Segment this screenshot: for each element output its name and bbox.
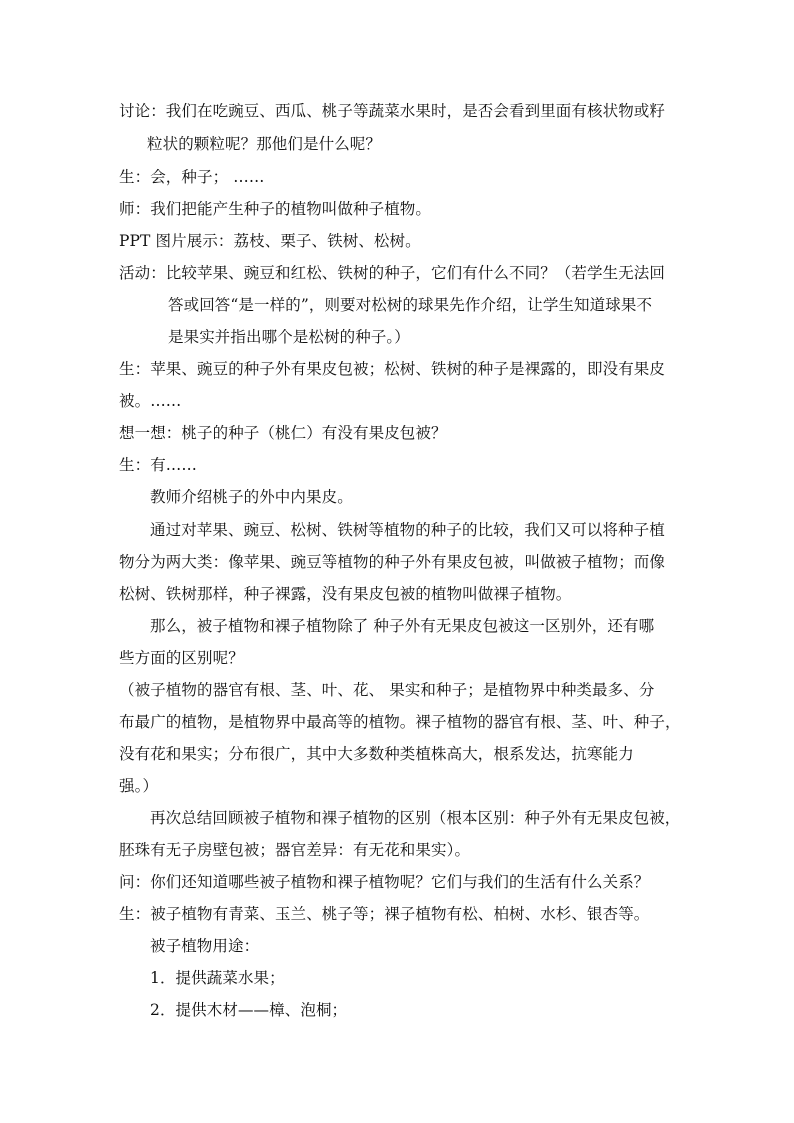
- text-line-11: 想一想：桃子的种子（桃仁）有没有果皮包被？: [119, 424, 447, 442]
- text-line-20: 布最广的植物，是植物界中最高等的植物。裸子植物的器官有根、茎、叶、种子，: [119, 713, 681, 731]
- text-line-1: 讨论：我们在吃豌豆、西瓜、桃子等蔬菜水果时，是否会看到里面有核状物或籽: [119, 102, 666, 120]
- text-line-16: 松树、铁树那样，种子裸露，没有果皮包被的植物叫做裸子植物。: [119, 585, 572, 603]
- text-line-27: 被子植物用途：: [150, 937, 260, 955]
- text-line-25: 问：你们还知道哪些被子植物和裸子植物呢？它们与我们的生活有什么关系？: [119, 873, 650, 891]
- text-line-23: 再次总结回顾被子植物和裸子植物的区别（根本区别：种子外有无果皮包被，: [150, 809, 681, 827]
- text-line-13: 教师介绍桃子的外中内果皮。: [150, 488, 353, 506]
- text-line-24: 胚珠有无子房壁包被；器官差异：有无花和果实）。: [119, 841, 471, 859]
- text-line-15: 物分为两大类：像苹果、豌豆等植物的种子外有果皮包被，叫做被子植物；而像: [119, 553, 666, 571]
- text-line-7: 答或回答“是一样的”，则要对松树的球果先作介绍，让学生知道球果不: [168, 296, 653, 314]
- text-line-28: 1．提供蔬菜水果；: [150, 969, 285, 987]
- text-line-19: （被子植物的器官有根、茎、叶、花、 果实和种子；是植物界中种类最多、分: [119, 681, 655, 699]
- text-line-29: 2．提供木材——樟、泡桐；: [150, 1001, 348, 1019]
- text-line-2: 粒状的颗粒呢？那他们是什么呢？: [147, 135, 382, 153]
- text-line-6: 活动：比较苹果、豌豆和红松、铁树的种子，它们有什么不同？（若学生无法回: [119, 264, 666, 282]
- text-line-26: 生：被子植物有青菜、玉兰、桃子等；裸子植物有松、柏树、水杉、银杏等。: [119, 905, 650, 923]
- text-line-9: 生：苹果、豌豆的种子外有果皮包被；松树、铁树的种子是裸露的，即没有果皮: [119, 360, 666, 378]
- text-line-5: PPT 图片展示：荔枝、栗子、铁树、松树。: [119, 232, 421, 250]
- text-line-10: 被。……: [119, 392, 182, 410]
- text-line-21: 没有花和果实；分布很广，其中大多数种类植株高大，根系发达，抗寒能力: [119, 745, 634, 763]
- text-line-4: 师：我们把能产生种子的植物叫做种子植物。: [119, 200, 432, 218]
- text-line-18: 些方面的区别呢？: [119, 649, 244, 667]
- text-line-8: 是果实并指出哪个是松树的种子。）: [168, 328, 410, 346]
- text-line-17: 那么，被子植物和裸子植物除了 种子外有无果皮包被这一区别外，还有哪: [150, 617, 655, 635]
- text-line-14: 通过对苹果、豌豆、松树、铁树等植物的种子的比较，我们又可以将种子植: [150, 521, 665, 539]
- text-line-22: 强。）: [119, 777, 159, 795]
- text-line-12: 生：有……: [119, 456, 198, 474]
- text-line-3: 生：会，种子； ……: [119, 168, 265, 186]
